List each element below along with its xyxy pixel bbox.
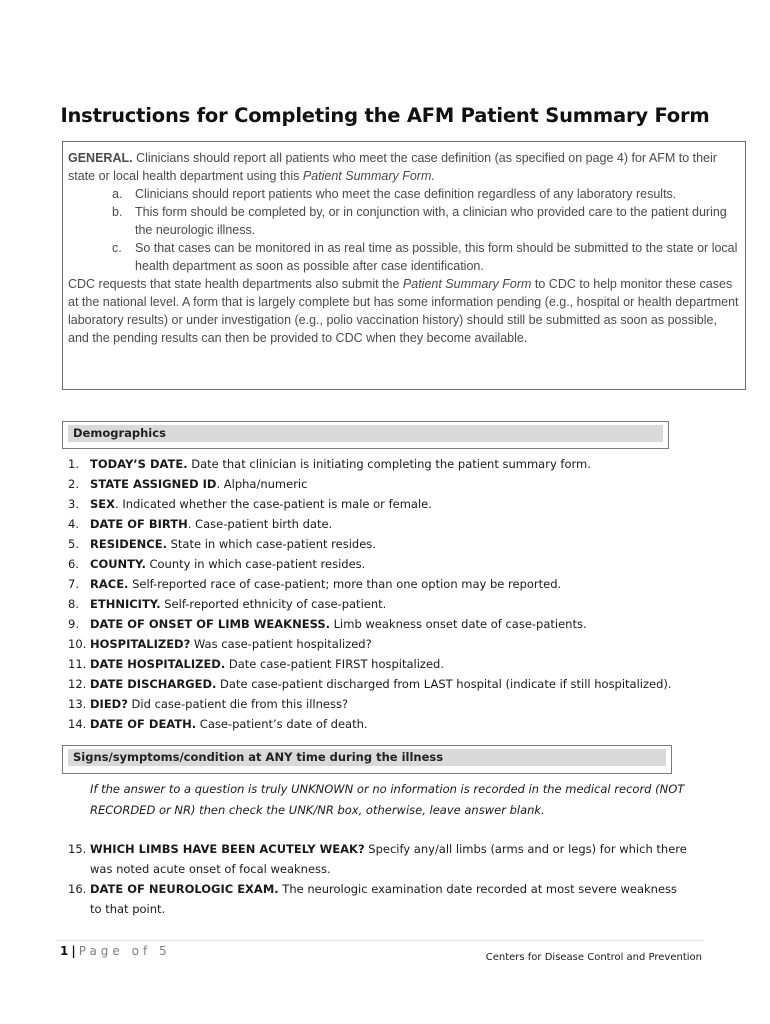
item-body <box>90 879 690 919</box>
general-intro <box>68 149 741 185</box>
list-item <box>68 454 718 474</box>
list-item-text: So that cases can be monitored in as real time as possible, this form should be submitted to the state or local health department as soon as possible after case identification. <box>135 241 738 273</box>
item-text: . Case-patient birth date. <box>187 517 333 531</box>
list-item <box>68 574 718 594</box>
list-marker: b. <box>112 205 123 219</box>
list-item-text: This form should be completed by, or in conjunction with, a clinician who provided care to the patient during the neurologic illness. <box>135 205 727 237</box>
item-body <box>90 694 718 714</box>
list-item <box>68 674 718 694</box>
item-label: DATE OF ONSET OF LIMB WEAKNESS. <box>90 617 330 631</box>
general-cdc-paragraph <box>68 275 741 347</box>
cdc-text-end: to CDC to help monitor these cases at the national level. A form that is largely complete but has some information pending (e.g., hospital or health department laboratory results) or under investigation (e.g., polio vaccination history) should still be submitted as soon as possible, and the pending results can then be provided to CDC when they become available. <box>68 277 739 345</box>
list-item <box>68 185 741 203</box>
general-sub-list <box>68 185 741 275</box>
item-body <box>90 514 718 534</box>
list-marker: c. <box>112 241 122 255</box>
list-item <box>68 474 718 494</box>
item-body <box>90 474 718 494</box>
list-item <box>68 494 718 514</box>
item-label: DATE DISCHARGED. <box>90 677 217 691</box>
item-text: The neurologic examination date recorded at most severe weakness to that point. <box>90 882 677 916</box>
page-word: Page of 5 <box>78 944 171 958</box>
item-label: RACE. <box>90 577 129 591</box>
item-body <box>90 714 718 734</box>
item-number: 5. <box>68 537 79 551</box>
item-label: RESIDENCE. <box>90 537 167 551</box>
item-text: . Indicated whether the case-patient is male or female. <box>115 497 432 511</box>
general-intro-form-name: Patient Summary Form. <box>302 169 435 183</box>
page-title: Instructions for Completing the AFM Patient Summary Form <box>60 104 710 127</box>
list-item <box>68 694 718 714</box>
page-number-value: 1 <box>60 944 69 958</box>
item-number: 1. <box>68 457 79 471</box>
item-body <box>90 839 690 879</box>
list-item <box>68 879 718 919</box>
footer-divider <box>56 940 704 941</box>
item-label: TODAY’S DATE. <box>90 457 188 471</box>
item-text: Did case-patient die from this illness? <box>127 697 349 711</box>
list-item <box>68 203 741 239</box>
item-body <box>90 634 718 654</box>
item-body <box>90 594 718 614</box>
list-item <box>68 654 718 674</box>
item-number: 3. <box>68 497 79 511</box>
list-item <box>68 534 718 554</box>
item-number: 2. <box>68 477 79 491</box>
item-label: COUNTY. <box>90 557 146 571</box>
item-label: ETHNICITY. <box>90 597 161 611</box>
item-body <box>90 614 718 634</box>
cdc-text-start: CDC requests that state health departments also submit the <box>68 277 403 291</box>
item-number: 16. <box>68 882 87 896</box>
item-text: Case-patient’s date of death. <box>196 717 368 731</box>
item-number: 14. <box>68 717 87 731</box>
item-label: HOSPITALIZED? <box>90 637 191 651</box>
demographics-list <box>68 454 718 734</box>
section-heading: Signs/symptoms/condition at ANY time during the illness <box>68 749 666 766</box>
page-separator: | <box>71 944 76 958</box>
item-body <box>90 654 718 674</box>
item-label: SEX <box>90 497 116 511</box>
list-item <box>68 514 718 534</box>
item-label: STATE ASSIGNED ID <box>90 477 217 491</box>
item-number: 13. <box>68 697 87 711</box>
demographics-section-header <box>62 421 669 449</box>
item-number: 12. <box>68 677 87 691</box>
item-number: 4. <box>68 517 79 531</box>
item-label: WHICH LIMBS HAVE BEEN ACUTELY WEAK? <box>90 842 365 856</box>
item-text: Self-reported race of case-patient; more than one option may be reported. <box>128 577 562 591</box>
list-item <box>68 554 718 574</box>
list-item <box>68 594 718 614</box>
item-number: 7. <box>68 577 79 591</box>
item-body <box>90 574 718 594</box>
item-label: DATE HOSPITALIZED. <box>90 657 226 671</box>
item-text: State in which case-patient resides. <box>166 537 376 551</box>
organization-name: Centers for Disease Control and Prevention <box>485 952 702 963</box>
item-number: 6. <box>68 557 79 571</box>
list-item <box>68 714 718 734</box>
item-text: County in which case-patient resides. <box>145 557 366 571</box>
page-number <box>60 944 171 958</box>
section-heading: Demographics <box>68 425 663 442</box>
list-item <box>68 839 718 879</box>
cdc-form-name: Patient Summary Form <box>402 277 532 291</box>
item-label: DATE OF DEATH. <box>90 717 197 731</box>
item-label: DATE OF BIRTH <box>90 517 188 531</box>
item-number: 8. <box>68 597 79 611</box>
item-body <box>90 674 718 694</box>
item-number: 10. <box>68 637 87 651</box>
general-instructions-box <box>62 141 746 390</box>
item-text: Specify any/all limbs (arms and or legs) for which there was noted acute onset of focal weakness. <box>90 842 687 876</box>
item-text: Date case-patient discharged from LAST hospital (indicate if still hospitalized). <box>216 677 672 691</box>
item-body <box>90 534 718 554</box>
list-marker: a. <box>112 187 123 201</box>
general-heading: GENERAL. <box>68 151 133 165</box>
signs-list <box>68 839 718 919</box>
item-text: Date that clinician is initiating completing the patient summary form. <box>187 457 591 471</box>
item-label: DIED? <box>90 697 128 711</box>
signs-section-header <box>62 745 672 774</box>
item-label: DATE OF NEUROLOGIC EXAM. <box>90 882 279 896</box>
item-text: . Alpha/numeric <box>216 477 308 491</box>
list-item <box>68 239 741 275</box>
item-number: 15. <box>68 842 87 856</box>
item-body <box>90 494 718 514</box>
item-text: Was case-patient hospitalized? <box>190 637 372 651</box>
general-intro-text: Clinicians should report all patients who meet the case definition (as specified on page 4) for AFM to their state or local health department using this <box>68 151 717 183</box>
item-body <box>90 454 718 474</box>
list-item <box>68 614 718 634</box>
item-number: 11. <box>68 657 87 671</box>
item-number: 9. <box>68 617 79 631</box>
item-body <box>90 554 718 574</box>
list-item-text: Clinicians should report patients who meet the case definition regardless of any laboratory results. <box>135 187 677 201</box>
unknown-note: If the answer to a question is truly UNKNOWN or no information is recorded in the medical record (NOT RECORDED or NR) then check the UNK/NR box, otherwise, leave answer blank. <box>90 782 685 817</box>
item-text: Self-reported ethnicity of case-patient. <box>160 597 387 611</box>
list-item <box>68 634 718 654</box>
item-text: Date case-patient FIRST hospitalized. <box>225 657 444 671</box>
item-text: Limb weakness onset date of case-patients. <box>329 617 587 631</box>
